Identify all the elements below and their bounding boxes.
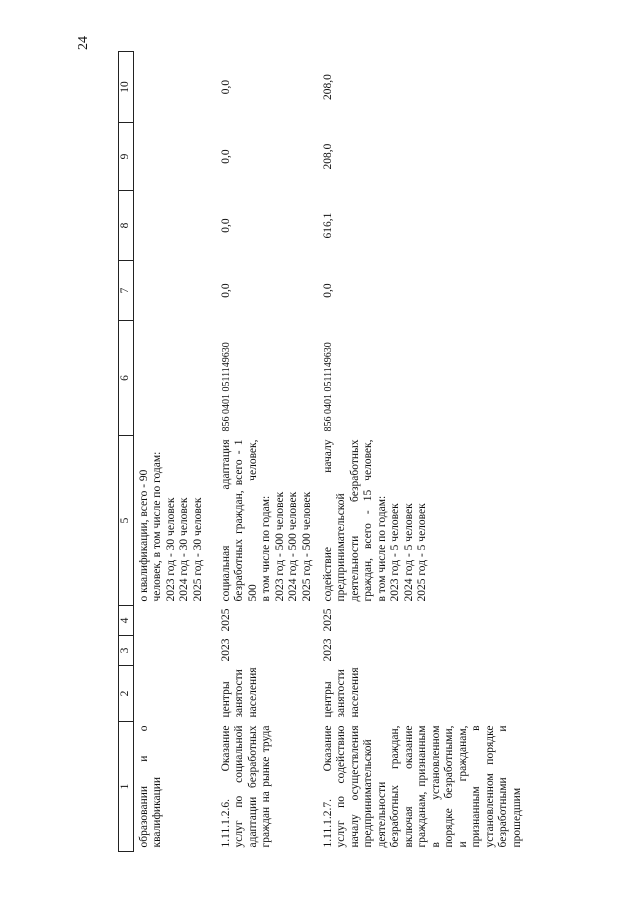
row-start-year: 2023 (321, 638, 334, 662)
col-header-8: 8 (119, 191, 134, 261)
row-budget-code: 856 0401 0511149630 (220, 342, 232, 432)
row-value-col10: 0,0 (219, 79, 232, 95)
page-number: 24 (76, 36, 91, 50)
row-value-col10: 208,0 (321, 74, 334, 100)
row-value-col9: 208,0 (321, 143, 334, 170)
row-start-year (133, 636, 216, 666)
row-result: о квалификации, всего - 90 человек, в том числе по годам: 2023 год - 30 человек 2024 год - 30 человек 2025 год - 30 человек (137, 451, 204, 602)
row-value-col9: 0,0 (219, 149, 232, 164)
table-row (216, 52, 318, 852)
row-executor: центры занятости населения (321, 667, 361, 718)
row-value-col7: 0,0 (219, 283, 232, 298)
row-value-col7 (133, 261, 216, 321)
row-value-col7: 0,0 (321, 283, 334, 298)
col-header-3: 3 (119, 636, 134, 666)
row-value-col8: 616,1 (321, 212, 334, 239)
row-value-col8 (133, 191, 216, 261)
row-value-col10 (133, 52, 216, 123)
col-header-9: 9 (119, 123, 134, 191)
row-end-year: 2025 (219, 608, 232, 632)
row-executor: центры занятости населения (219, 667, 259, 718)
program-table (118, 51, 524, 852)
row-result: социальная адаптация безработных граждан, всего - 1 500 человек, в том числе по годам: 2023 год - 500 человек 2024 год - 500 человек 2025 год - 500 человек (219, 439, 313, 602)
row-activity-name: 1.11.1.2.6. Оказание услуг по социальной адаптации безработных граждан на рынке труда (219, 725, 272, 848)
table-row (133, 52, 216, 852)
col-header-1: 1 (119, 722, 134, 852)
row-activity-name: 1.11.1.2.7. Оказание услуг по содействию началу осуществления предпринимательской деятельности безработных граждан, включая оказание гражданам, признанным в установленном порядке безработными, и гражданам, признанным в установленном порядке безработными и прошедшим (321, 725, 523, 848)
column-number-row (119, 52, 134, 852)
table-row (318, 52, 525, 852)
row-value-col8: 0,0 (219, 218, 232, 233)
col-header-2: 2 (119, 666, 134, 722)
row-result: содействие началу предпринимательской деятельности безработных граждан, всего - 15 человек, в том числе по годам: 2023 год - 5 человек 2024 год - 5 человек 2025 год - 5 человек (321, 439, 428, 602)
row-end-year: 2025 (321, 608, 334, 632)
row-executor (133, 666, 216, 722)
row-activity-name: образовании и о квалификации (137, 725, 163, 848)
col-header-4: 4 (119, 606, 134, 636)
row-start-year: 2023 (219, 638, 232, 662)
row-budget-code: 856 0401 0511149630 (322, 342, 334, 432)
col-header-5: 5 (119, 436, 134, 606)
row-budget-code (133, 321, 216, 436)
col-header-7: 7 (119, 261, 134, 321)
col-header-6: 6 (119, 321, 134, 436)
col-header-10: 10 (119, 52, 134, 123)
row-value-col9 (133, 123, 216, 191)
rotated-table-container (118, 52, 524, 852)
row-end-year (133, 606, 216, 636)
